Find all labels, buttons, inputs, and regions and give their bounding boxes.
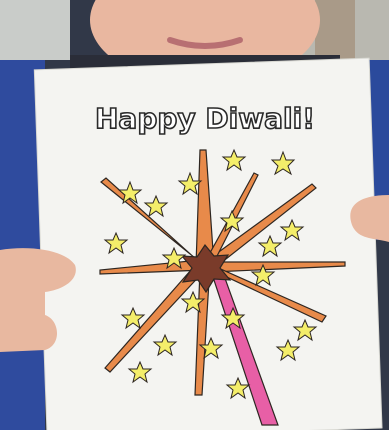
- sheet-heading: Happy Diwali!: [95, 102, 315, 135]
- wall-left: [0, 0, 70, 60]
